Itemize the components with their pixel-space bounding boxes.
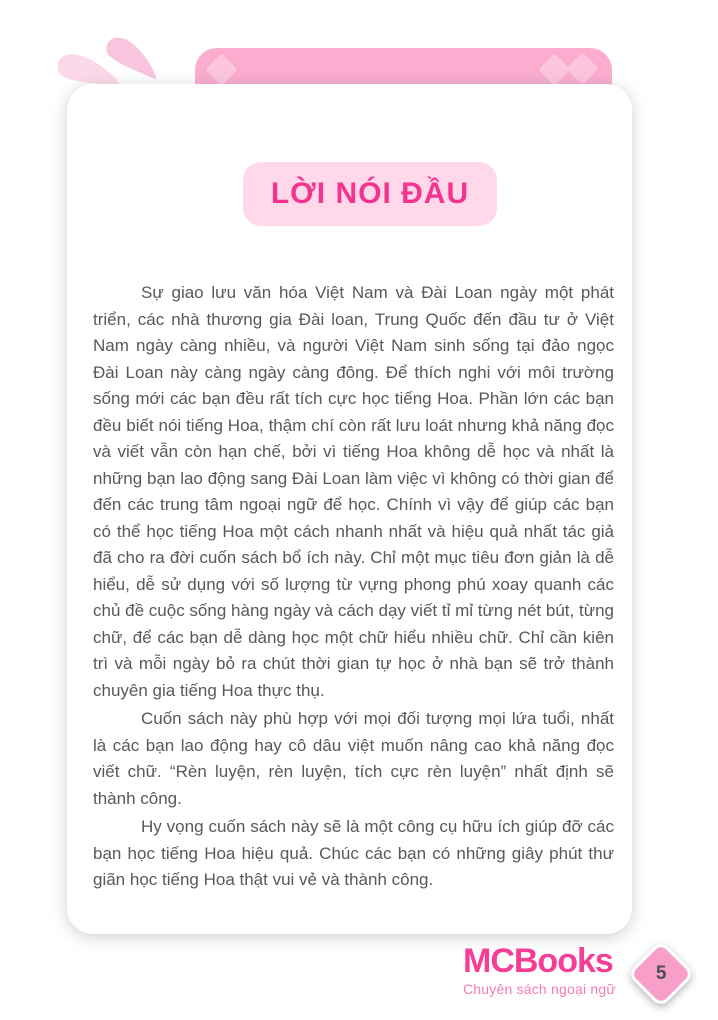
- preface-text: [93, 280, 614, 896]
- page-number-badge: [627, 940, 695, 1008]
- diamond-icon: [538, 53, 571, 86]
- publisher-tagline: Chuyên sách ngoại ngữ: [463, 980, 616, 997]
- preface-paragraph: Sự giao lưu văn hóa Việt Nam và Đài Loan ngày một phát triển, các nhà thương gia Đài loan, Trung Quốc đến đầu tư ở Việt Nam ngày càng nhiều, và người Việt Nam sinh sống tại đảo ngọc Đài Loan này càng ngày càng đông. Để thích nghi với môi trường sống mới các bạn đều rất tích cực học tiếng Hoa. Phần lớn các bạn đều biết nói tiếng Hoa, thậm chí còn rất lưu loát nhưng khả năng đọc và viết vẫn còn hạn chế, bởi vì tiếng Hoa không dễ học và nhất là những bạn lao động sang Đài Loan làm việc vì không có thời gian để đến các trung tâm ngoại ngữ để học. Chính vì vậy để giúp các bạn có thể học tiếng Hoa một cách nhanh nhất và hiệu quả nhất tác giả đã cho ra đời cuốn sách bổ ích này. Chỉ một mục tiêu đơn giản là dễ hiểu, dễ sử dụng với số lượng từ vựng phong phú xoay quanh các chủ đề cuộc sống hàng ngày và cách dạy viết tỉ mỉ từng nét bút, từng chữ, để các bạn dễ dàng học một chữ hiểu nhiều chữ. Chỉ cần kiên trì và mỗi ngày bỏ ra chút thời gian tự học ở nhà bạn sẽ trở thành chuyên gia tiếng Hoa thực thụ.: [93, 283, 614, 700]
- page-title-badge: [243, 162, 497, 226]
- publisher-name: MCBooks: [463, 942, 613, 980]
- page-title: LỜI NÓI ĐẦU: [270, 177, 470, 210]
- preface-paragraph: Hy vọng cuốn sách này sẽ là một công cụ hữu ích giúp đỡ các bạn học tiếng Hoa hiệu quả. Chúc các bạn có những giây phút thư giãn học tiếng Hoa thật vui vẻ và thành công.: [93, 817, 614, 889]
- page-card: [67, 84, 632, 934]
- publisher-logo: [463, 944, 616, 997]
- diamond-icon: [566, 52, 599, 85]
- page-number: 5: [655, 962, 667, 984]
- diamond-icon: [205, 53, 238, 86]
- preface-paragraph: Cuốn sách này phù hợp với mọi đối tượng mọi lứa tuổi, nhất là các bạn lao động hay cô dâu việt muốn nâng cao khả năng đọc viết chữ. “Rèn luyện, rèn luyện, tích cực rèn luyện” nhất định sẽ thành công.: [93, 709, 614, 808]
